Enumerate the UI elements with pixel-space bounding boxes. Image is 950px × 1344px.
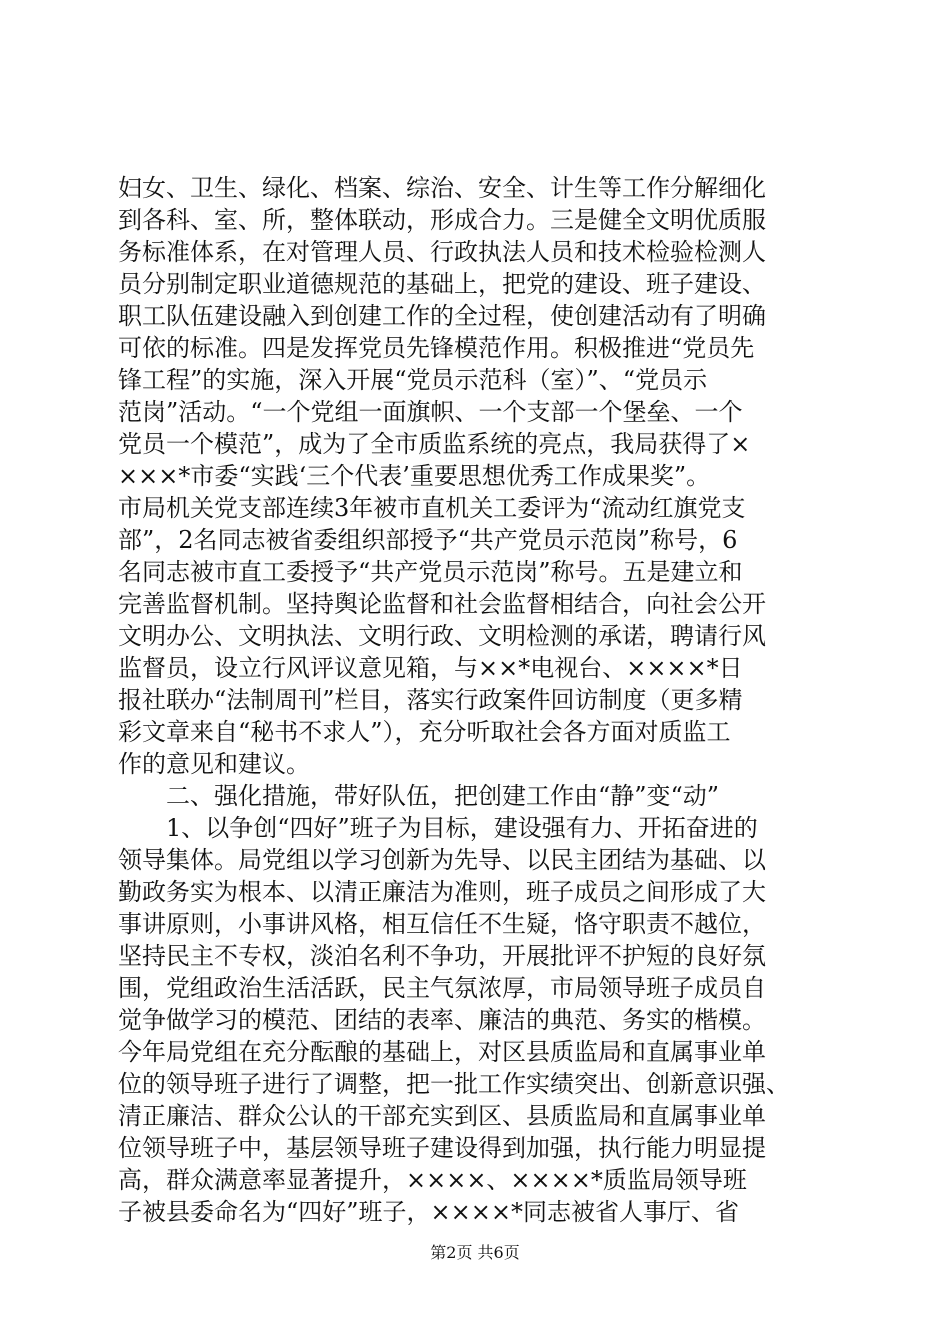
- text-line: 范岗”活动。“一个党组一面旗帜、一个支部一个堡垒、一个: [118, 398, 743, 426]
- text-line: 子被县委命名为“四好”班子，××××*同志被省人事厅、省: [118, 1198, 739, 1226]
- text-line: 到各科、室、所，整体联动，形成合力。三是健全文明优质服: [118, 206, 766, 234]
- text-line: 名同志被市直工委授予“共产党员示范岗”称号。五是建立和: [118, 558, 743, 586]
- text-line: 领导集体。局党组以学习创新为先导、以民主团结为基础、以: [118, 846, 766, 874]
- text-line: 完善监督机制。坚持舆论监督和社会监督相结合，向社会公开: [118, 590, 766, 618]
- text-line: 勤政务实为根本、以清正廉洁为准则，班子成员之间形成了大: [118, 878, 766, 906]
- text-line: 围，党组政治生活活跃，民主气氛浓厚，市局领导班子成员自: [118, 974, 766, 1002]
- text-line: 锋工程”的实施，深入开展“党员示范科（室）”、“党员示: [118, 366, 708, 394]
- text-line: 1、以争创“四好”班子为目标，建设强有力、开拓奋进的: [118, 814, 758, 842]
- text-line: 妇女、卫生、绿化、档案、综治、安全、计生等工作分解细化: [118, 174, 766, 202]
- text-line: 事讲原则，小事讲风格，相互信任不生疑，恪守职责不越位，: [118, 910, 766, 938]
- text-line: 部”，2名同志被省委组织部授予“共产党员示范岗”称号，6: [118, 526, 738, 554]
- text-line: 党员一个模范”，成为了全市质监系统的亮点，我局获得了×: [118, 430, 751, 458]
- text-line: ×××*市委“实践‘三个代表’重要思想优秀工作成果奖”。: [118, 462, 711, 490]
- text-line: 觉争做学习的模范、团结的表率、廉洁的典范、务实的楷模。: [118, 1006, 766, 1034]
- text-line: 今年局党组在充分酝酿的基础上，对区县质监局和直属事业单: [118, 1038, 766, 1066]
- text-line: 坚持民主不专权，淡泊名利不争功，开展批评不护短的良好氛: [118, 942, 766, 970]
- text-line: 二、强化措施，带好队伍，把创建工作由“静”变“动”: [118, 782, 720, 810]
- text-line: 清正廉洁、群众公认的干部充实到区、县质监局和直属事业单: [118, 1102, 766, 1130]
- text-line: 市局机关党支部连续3年被市直机关工委评为“流动红旗党支: [118, 494, 746, 522]
- page-footer: 第2页 共6页: [430, 1243, 520, 1262]
- body-text: [118, 172, 848, 1228]
- text-line: 务标准体系，在对管理人员、行政执法人员和技术检验检测人: [118, 238, 766, 266]
- text-line: 作的意见和建议。: [118, 750, 310, 778]
- text-line: 高，群众满意率显著提升，××××、××××*质监局领导班: [118, 1166, 747, 1194]
- text-line: 职工队伍建设融入到创建工作的全过程，使创建活动有了明确: [118, 302, 766, 330]
- text-line: 员分别制定职业道德规范的基础上，把党的建设、班子建设、: [118, 270, 766, 298]
- text-line: 报社联办“法制周刊”栏目，落实行政案件回访制度（更多精: [118, 686, 743, 714]
- text-line: 文明办公、文明执法、文明行政、文明检测的承诺，聘请行风: [118, 622, 766, 650]
- text-line: 监督员，设立行风评议意见箱，与××*电视台、××××*日: [118, 654, 743, 682]
- text-line: 可依的标准。四是发挥党员先锋模范作用。积极推进“党员先: [118, 334, 755, 362]
- text-line: 位领导班子中，基层领导班子建设得到加强，执行能力明显提: [118, 1134, 766, 1162]
- text-line: 彩文章来自“秘书不求人”），充分听取社会各方面对质监工: [118, 718, 731, 746]
- text-line: 位的领导班子进行了调整，把一批工作实绩突出、创新意识强、: [118, 1070, 790, 1098]
